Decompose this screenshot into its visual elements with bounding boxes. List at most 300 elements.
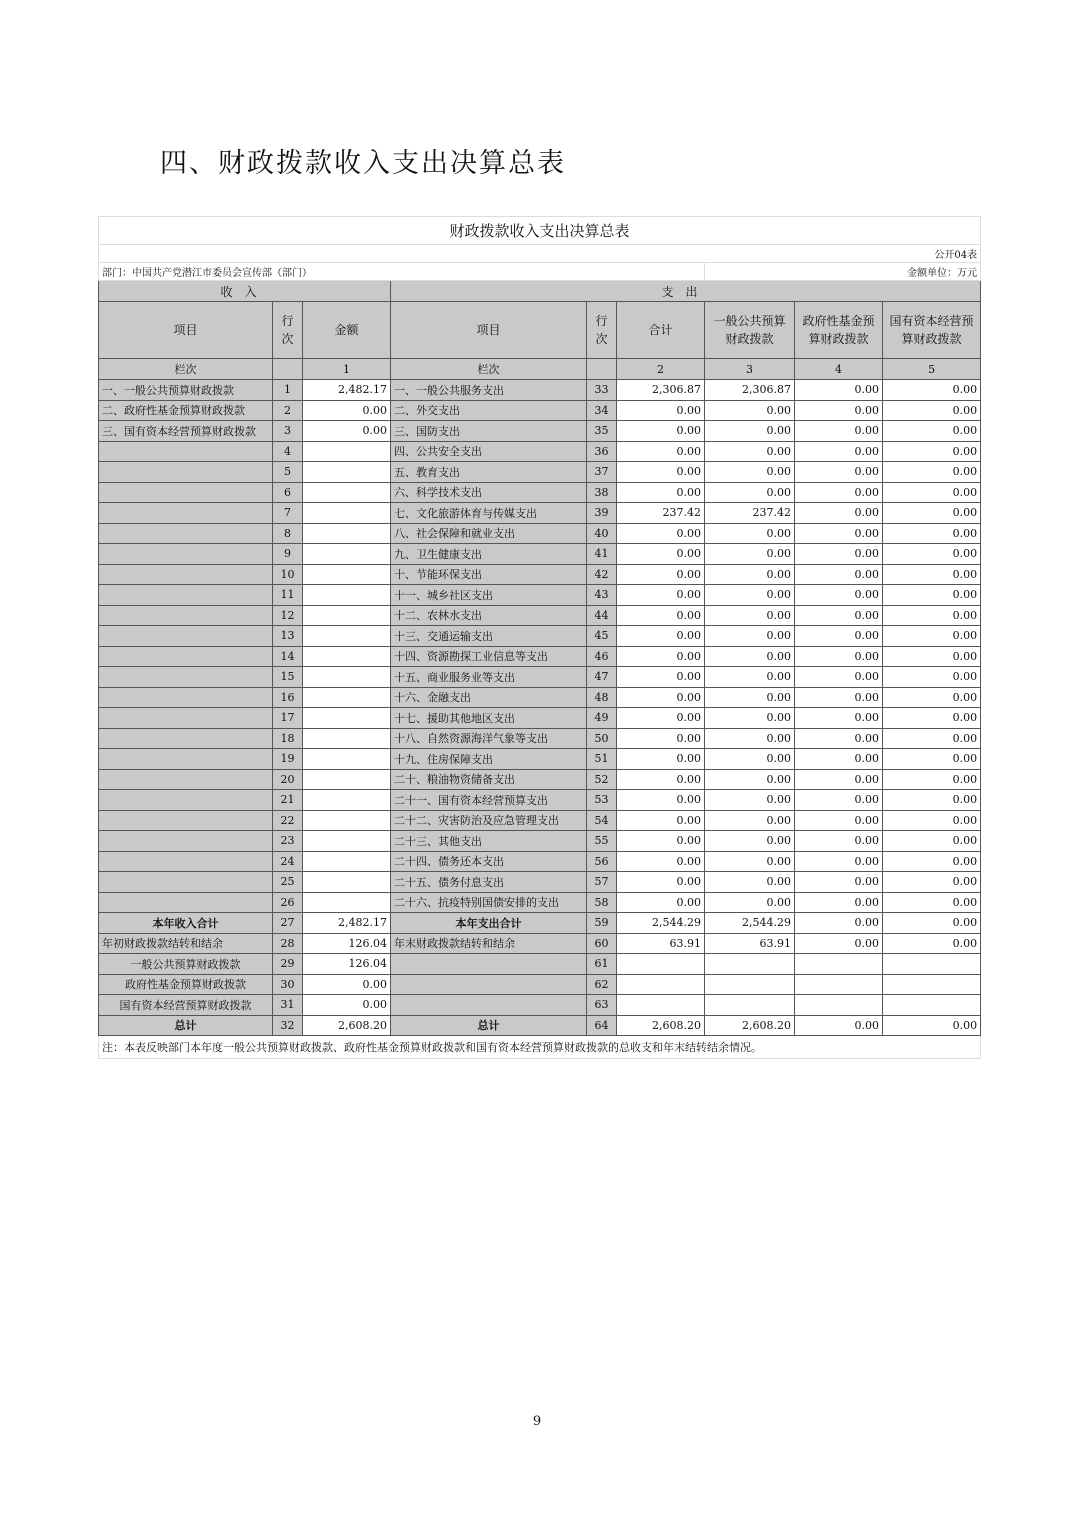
income-amount-header: 金额 [303,302,391,359]
carry-gov-fund-cell [795,974,883,995]
income-item-cell [99,503,273,524]
gov-fund-cell: 0.00 [795,708,883,729]
expense-item-cell: 二十二、灾害防治及应急管理支出 [391,810,587,831]
income-item-cell: 一、一般公共预算财政拨款 [99,380,273,401]
state-capital-cell: 0.00 [883,626,981,647]
expense-item-cell: 二十六、抗疫特别国债安排的支出 [391,892,587,913]
income-amount-cell [303,585,391,606]
total-cell: 0.00 [617,400,705,421]
income-item-cell [99,872,273,893]
carry-income-row-no-cell: 31 [273,995,303,1016]
general-budget-cell: 0.00 [705,831,795,852]
gov-fund-cell: 0.00 [795,441,883,462]
year-expense-total-amount: 2,544.29 [617,913,705,934]
expense-row-no-cell: 42 [587,564,617,585]
general-budget-cell: 0.00 [705,892,795,913]
state-capital-cell: 0.00 [883,503,981,524]
income-row-no-cell: 8 [273,523,303,544]
income-item-cell [99,482,273,503]
carry-over-row [99,954,981,975]
carry-expense-row-no-cell: 60 [587,933,617,954]
page-heading: 四、财政拨款收入支出决算总表 [160,148,566,179]
expense-item-cell: 十五、商业服务业等支出 [391,667,587,688]
carry-expense-row-no-cell: 62 [587,974,617,995]
expense-item-cell: 十四、资源勘探工业信息等支出 [391,646,587,667]
grand-total-row [99,1015,981,1036]
income-amount-cell: 2,482.17 [303,380,391,401]
income-amount-cell [303,831,391,852]
year-income-total-label: 本年收入合计 [99,913,273,934]
gov-fund-cell: 0.00 [795,626,883,647]
total-cell: 0.00 [617,810,705,831]
income-item-cell [99,626,273,647]
total-cell: 0.00 [617,626,705,647]
gov-fund-cell: 0.00 [795,790,883,811]
expense-row-no-cell: 36 [587,441,617,462]
carry-over-row [99,974,981,995]
carry-income-item-cell: 年初财政拨款结转和结余 [99,933,273,954]
gov-fund-cell: 0.00 [795,851,883,872]
carry-gov-fund-cell [795,954,883,975]
year-expense-state-capital-amount: 0.00 [883,913,981,934]
income-item-cell [99,441,273,462]
income-item-cell [99,831,273,852]
table-row [99,790,981,811]
income-row-no-cell: 22 [273,810,303,831]
carry-expense-item-cell: 年末财政拨款结转和结余 [391,933,587,954]
gov-fund-cell: 0.00 [795,749,883,770]
expense-row-no-cell: 57 [587,872,617,893]
income-item-cell: 三、国有资本经营预算财政拨款 [99,421,273,442]
income-amount-cell [303,441,391,462]
table-row [99,441,981,462]
general-budget-cell: 2,306.87 [705,380,795,401]
income-item-cell [99,585,273,606]
income-row-no-cell: 3 [273,421,303,442]
gov-fund-cell: 0.00 [795,872,883,893]
carry-expense-item-cell [391,974,587,995]
income-amount-cell [303,626,391,647]
income-amount-cell [303,872,391,893]
total-cell: 0.00 [617,421,705,442]
state-capital-cell: 0.00 [883,400,981,421]
total-cell: 0.00 [617,851,705,872]
income-item-cell: 二、政府性基金预算财政拨款 [99,400,273,421]
year-expense-general-amount: 2,544.29 [705,913,795,934]
table-row [99,851,981,872]
carry-income-amount-cell: 126.04 [303,954,391,975]
fiscal-allocation-table [98,216,981,1059]
income-item-cell [99,544,273,565]
general-budget-cell: 0.00 [705,708,795,729]
carry-expense-row-no-cell: 63 [587,995,617,1016]
income-amount-cell [303,687,391,708]
income-amount-cell [303,605,391,626]
general-budget-cell: 0.00 [705,646,795,667]
income-row-no-cell: 17 [273,708,303,729]
grand-total-income-no: 32 [273,1015,303,1036]
state-capital-cell: 0.00 [883,646,981,667]
carry-income-amount-cell: 126.04 [303,933,391,954]
expense-item-cell: 十九、住房保障支出 [391,749,587,770]
grand-total-expense-no: 64 [587,1015,617,1036]
state-capital-cell: 0.00 [883,380,981,401]
expense-item-cell: 十、节能环保支出 [391,564,587,585]
column-number-amount: 1 [303,359,391,380]
income-row-no-cell: 12 [273,605,303,626]
expense-item-cell: 六、科学技术支出 [391,482,587,503]
state-capital-cell: 0.00 [883,810,981,831]
table-row [99,462,981,483]
general-budget-cell: 0.00 [705,769,795,790]
gov-fund-cell: 0.00 [795,462,883,483]
expense-row-no-cell: 38 [587,482,617,503]
carry-general-cell [705,974,795,995]
expense-row-no-header: 行次 [587,302,617,359]
income-item-cell [99,646,273,667]
table-row [99,708,981,729]
gov-fund-cell: 0.00 [795,400,883,421]
carry-total-cell [617,954,705,975]
gov-fund-cell: 0.00 [795,523,883,544]
expense-item-cell: 十六、金融支出 [391,687,587,708]
general-budget-cell: 0.00 [705,687,795,708]
carry-over-row [99,933,981,954]
expense-item-cell: 十八、自然资源海洋气象等支出 [391,728,587,749]
state-capital-cell: 0.00 [883,790,981,811]
expense-row-no-cell: 39 [587,503,617,524]
general-budget-cell: 0.00 [705,482,795,503]
income-section-header: 收入 [99,281,391,302]
expense-row-no-cell: 49 [587,708,617,729]
carry-income-row-no-cell: 29 [273,954,303,975]
carry-gov-fund-cell [795,995,883,1016]
grand-total-amount: 2,608.20 [617,1015,705,1036]
table-row [99,380,981,401]
expense-item-cell: 二十、粮油物资储备支出 [391,769,587,790]
income-row-no-cell: 6 [273,482,303,503]
total-cell: 0.00 [617,605,705,626]
table-row [99,564,981,585]
expense-row-no-cell: 41 [587,544,617,565]
expense-item-cell: 二十三、其他支出 [391,831,587,852]
income-amount-cell [303,646,391,667]
income-item-header: 项目 [99,302,273,359]
state-capital-cell: 0.00 [883,544,981,565]
state-capital-cell: 0.00 [883,462,981,483]
gov-fund-cell: 0.00 [795,503,883,524]
expense-item-cell: 七、文化旅游体育与传媒支出 [391,503,587,524]
expense-row-no-cell: 44 [587,605,617,626]
grand-total-income-amount: 2,608.20 [303,1015,391,1036]
total-cell: 0.00 [617,482,705,503]
table-row [99,728,981,749]
general-budget-cell: 0.00 [705,585,795,606]
table-row [99,544,981,565]
income-row-no-cell: 7 [273,503,303,524]
expense-item-cell: 二十四、债务还本支出 [391,851,587,872]
expense-item-cell: 四、公共安全支出 [391,441,587,462]
total-cell: 0.00 [617,462,705,483]
carry-income-row-no-cell: 30 [273,974,303,995]
grand-total-gov-fund-amount: 0.00 [795,1015,883,1036]
gov-fund-cell: 0.00 [795,831,883,852]
total-cell: 2,306.87 [617,380,705,401]
total-cell: 0.00 [617,667,705,688]
income-item-cell [99,892,273,913]
income-row-no-cell: 10 [273,564,303,585]
income-item-cell [99,728,273,749]
state-capital-cell: 0.00 [883,851,981,872]
gov-fund-cell: 0.00 [795,380,883,401]
expense-row-no-cell: 35 [587,421,617,442]
income-row-no-cell: 24 [273,851,303,872]
total-cell: 0.00 [617,769,705,790]
expense-row-no-cell: 47 [587,667,617,688]
column-label-left: 栏次 [99,359,273,380]
expense-item-cell: 二、外交支出 [391,400,587,421]
table-row [99,646,981,667]
income-item-cell [99,769,273,790]
grand-total-income-label: 总计 [99,1015,273,1036]
column-number-state-capital: 5 [883,359,981,380]
total-cell: 0.00 [617,872,705,893]
general-budget-cell: 0.00 [705,441,795,462]
column-number-total: 2 [617,359,705,380]
table-row [99,585,981,606]
expense-item-cell: 三、国防支出 [391,421,587,442]
carry-state-capital-cell [883,995,981,1016]
carry-income-item-cell: 政府性基金预算财政拨款 [99,974,273,995]
table-row [99,749,981,770]
column-label-right: 栏次 [391,359,587,380]
expense-item-cell: 二十五、债务付息支出 [391,872,587,893]
income-amount-cell [303,462,391,483]
gov-fund-cell: 0.00 [795,892,883,913]
income-row-no-cell: 16 [273,687,303,708]
income-row-no-cell: 14 [273,646,303,667]
expense-row-no-cell: 58 [587,892,617,913]
table-row [99,687,981,708]
expense-row-no-cell: 50 [587,728,617,749]
table-row [99,400,981,421]
income-amount-cell [303,482,391,503]
expense-row-no-cell: 52 [587,769,617,790]
total-cell: 237.42 [617,503,705,524]
year-expense-total-label: 本年支出合计 [391,913,587,934]
year-income-total-amount: 2,482.17 [303,913,391,934]
carry-expense-item-cell [391,954,587,975]
total-cell: 0.00 [617,523,705,544]
income-item-cell [99,605,273,626]
income-amount-cell [303,769,391,790]
income-amount-cell [303,667,391,688]
gov-fund-cell: 0.00 [795,769,883,790]
expense-row-no-cell: 48 [587,687,617,708]
expense-row-no-cell: 43 [587,585,617,606]
total-cell: 0.00 [617,831,705,852]
income-item-cell [99,564,273,585]
income-item-cell [99,749,273,770]
state-capital-cell: 0.00 [883,667,981,688]
expense-row-no-cell: 46 [587,646,617,667]
expense-item-header: 项目 [391,302,587,359]
income-row-no-cell: 19 [273,749,303,770]
gov-fund-cell: 0.00 [795,421,883,442]
page-number: 9 [532,1414,542,1429]
table-code: 公开04表 [99,245,981,263]
gov-fund-cell: 0.00 [795,482,883,503]
gov-fund-cell: 0.00 [795,605,883,626]
carry-state-capital-cell: 0.00 [883,933,981,954]
year-expense-gov-fund-amount: 0.00 [795,913,883,934]
column-number-general: 3 [705,359,795,380]
general-budget-cell: 0.00 [705,851,795,872]
state-capital-cell: 0.00 [883,564,981,585]
table-row [99,523,981,544]
carry-state-capital-cell [883,974,981,995]
carry-general-cell [705,995,795,1016]
state-capital-cell: 0.00 [883,708,981,729]
income-amount-cell [303,523,391,544]
table-row [99,626,981,647]
grand-total-expense-label: 总计 [391,1015,587,1036]
expense-row-no-cell: 34 [587,400,617,421]
income-amount-cell: 0.00 [303,400,391,421]
state-capital-cell: 0.00 [883,605,981,626]
total-cell: 0.00 [617,544,705,565]
expense-row-no-cell: 45 [587,626,617,647]
state-capital-cell: 0.00 [883,728,981,749]
table-row [99,872,981,893]
general-budget-cell: 237.42 [705,503,795,524]
income-amount-cell [303,728,391,749]
total-cell: 0.00 [617,790,705,811]
state-capital-cell: 0.00 [883,892,981,913]
state-capital-cell: 0.00 [883,872,981,893]
total-cell: 0.00 [617,687,705,708]
expense-item-cell: 九、卫生健康支出 [391,544,587,565]
carry-income-item-cell: 一般公共预算财政拨款 [99,954,273,975]
unit-label: 金额单位：万元 [705,263,981,281]
carry-expense-row-no-cell: 61 [587,954,617,975]
income-amount-cell [303,810,391,831]
general-budget-cell: 0.00 [705,605,795,626]
general-budget-cell: 0.00 [705,872,795,893]
gov-fund-cell: 0.00 [795,810,883,831]
gov-fund-cell: 0.00 [795,544,883,565]
grand-total-general-amount: 2,608.20 [705,1015,795,1036]
state-capital-cell: 0.00 [883,523,981,544]
income-row-no-cell: 9 [273,544,303,565]
income-item-cell [99,667,273,688]
carry-income-amount-cell: 0.00 [303,974,391,995]
general-budget-cell: 0.00 [705,667,795,688]
income-row-no-header: 行次 [273,302,303,359]
total-cell: 0.00 [617,441,705,462]
expense-row-no-cell: 53 [587,790,617,811]
income-row-no-cell: 18 [273,728,303,749]
table-row [99,892,981,913]
general-budget-cell: 0.00 [705,564,795,585]
expense-row-no-cell: 37 [587,462,617,483]
income-item-cell [99,687,273,708]
state-capital-header: 国有资本经营预算财政拨款 [883,302,981,359]
expense-row-no-cell: 51 [587,749,617,770]
gov-fund-cell: 0.00 [795,564,883,585]
expense-section-header: 支出 [391,281,981,302]
expense-item-cell: 五、教育支出 [391,462,587,483]
income-item-cell [99,462,273,483]
expense-item-cell: 十七、援助其他地区支出 [391,708,587,729]
year-expense-total-no: 59 [587,913,617,934]
income-row-no-cell: 11 [273,585,303,606]
expense-item-cell: 十二、农林水支出 [391,605,587,626]
income-amount-cell [303,851,391,872]
total-cell: 0.00 [617,708,705,729]
general-budget-cell: 0.00 [705,749,795,770]
state-capital-cell: 0.00 [883,749,981,770]
grand-total-state-capital-amount: 0.00 [883,1015,981,1036]
carry-general-cell [705,954,795,975]
table-note: 注：本表反映部门本年度一般公共预算财政拨款、政府性基金预算财政拨款和国有资本经营预算财政拨款的总收支和年末结转结余情况。 [99,1036,981,1059]
expense-item-cell: 十三、交通运输支出 [391,626,587,647]
total-cell: 0.00 [617,564,705,585]
income-row-no-cell: 15 [273,667,303,688]
year-total-row [99,913,981,934]
carry-income-amount-cell: 0.00 [303,995,391,1016]
total-cell: 0.00 [617,892,705,913]
carry-total-cell [617,995,705,1016]
income-row-no-cell: 4 [273,441,303,462]
table-row [99,831,981,852]
carry-state-capital-cell [883,954,981,975]
income-item-cell [99,523,273,544]
department-label: 部门：中国共产党潜江市委员会宣传部（部门） [99,263,705,281]
income-row-no-cell: 20 [273,769,303,790]
carry-general-cell: 63.91 [705,933,795,954]
total-cell: 0.00 [617,728,705,749]
income-row-no-cell: 1 [273,380,303,401]
expense-item-cell: 八、社会保障和就业支出 [391,523,587,544]
gov-fund-cell: 0.00 [795,585,883,606]
carry-total-cell: 63.91 [617,933,705,954]
income-item-cell [99,810,273,831]
table-row [99,482,981,503]
table-row [99,810,981,831]
income-item-cell [99,851,273,872]
income-item-cell [99,790,273,811]
table-row [99,769,981,790]
gov-fund-cell: 0.00 [795,667,883,688]
income-amount-cell [303,503,391,524]
income-row-no-cell: 25 [273,872,303,893]
income-amount-cell [303,564,391,585]
income-row-no-cell: 26 [273,892,303,913]
income-amount-cell [303,749,391,770]
state-capital-cell: 0.00 [883,482,981,503]
general-budget-cell: 0.00 [705,790,795,811]
gov-fund-header: 政府性基金预算财政拨款 [795,302,883,359]
expense-item-cell: 二十一、国有资本经营预算支出 [391,790,587,811]
table-title: 财政拨款收入支出决算总表 [99,217,981,245]
income-amount-cell: 0.00 [303,421,391,442]
general-budget-cell: 0.00 [705,462,795,483]
gov-fund-cell: 0.00 [795,687,883,708]
carry-gov-fund-cell: 0.00 [795,933,883,954]
gov-fund-cell: 0.00 [795,646,883,667]
total-cell: 0.00 [617,749,705,770]
